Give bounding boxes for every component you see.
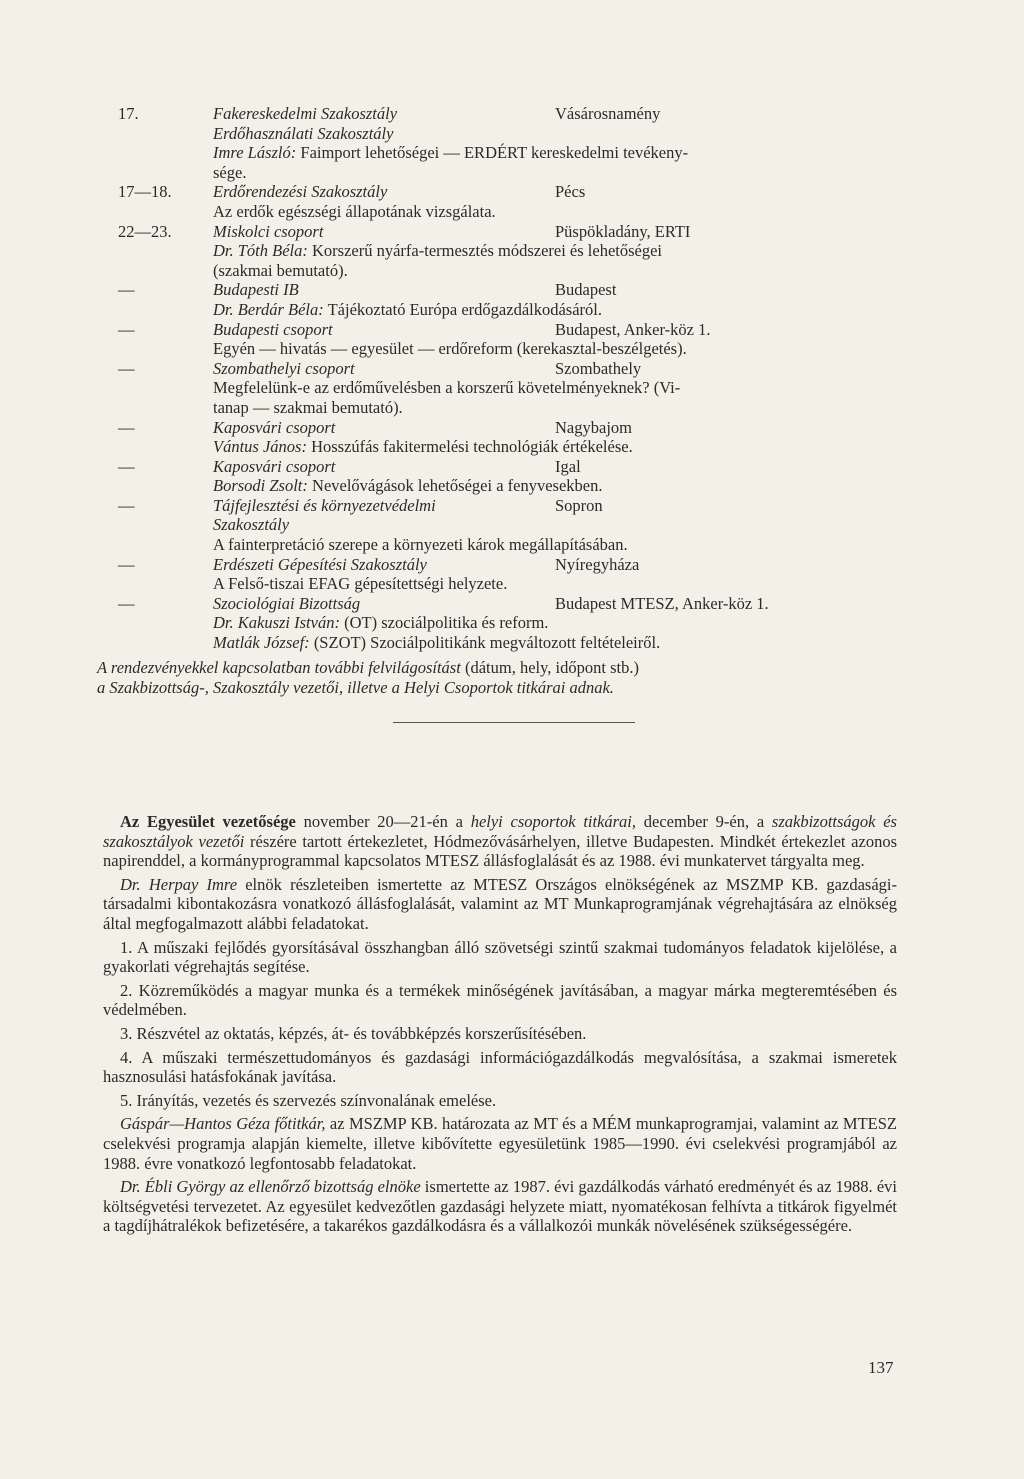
report-part: helyi csoportok titkárai, bbox=[470, 812, 637, 831]
event-organizer: Szombathelyi csoport bbox=[213, 358, 355, 378]
event-location: Budapest MTESZ, Anker-köz 1. bbox=[555, 593, 769, 613]
event-item bbox=[118, 457, 908, 496]
event-list bbox=[118, 104, 908, 653]
event-organizer: Szociológiai Bizottság bbox=[213, 593, 361, 613]
report-paragraph bbox=[103, 1114, 897, 1173]
report-part: december 9-én, a bbox=[636, 812, 772, 831]
info-line2: a Szakbizottság-, Szakosztály vezetői, illetve a Helyi Csoportok titkárai adnak. bbox=[97, 677, 614, 697]
event-item bbox=[118, 418, 908, 457]
event-detail-part: Imre László: bbox=[213, 143, 297, 163]
event-detail-part: tanap — szakmai bemutató). bbox=[213, 397, 403, 417]
event-detail-part: A Felső-tiszai EFAG gépesítettségi helyzete. bbox=[213, 574, 508, 594]
event-detail-line bbox=[213, 476, 908, 496]
event-item bbox=[118, 594, 908, 653]
event-item bbox=[118, 222, 908, 281]
event-detail-part: Dr. Kakuszi István: bbox=[213, 613, 340, 633]
event-location: Igal bbox=[555, 456, 581, 476]
event-location: Pécs bbox=[555, 182, 586, 202]
event-date: — bbox=[118, 456, 135, 476]
event-organizer: Tájfejlesztési és környezetvédelmi bbox=[213, 495, 436, 515]
info-note bbox=[97, 658, 867, 697]
report-part: Gáspár—Hantos Géza főtitkár, bbox=[120, 1114, 326, 1134]
event-detail-part: Dr. Tóth Béla: bbox=[213, 241, 308, 261]
event-detail-part: Hosszúfás fakitermelési technológiák értékelése. bbox=[306, 437, 633, 457]
report-part: 2. Közreműködés a magyar munka és a termékek minőségének javításában, a magyar márka megteremtésében és védelmében. bbox=[103, 980, 897, 1020]
event-detail-line bbox=[213, 124, 908, 144]
event-detail-part: A fainterpretáció szerepe a környezeti károk megállapításában. bbox=[213, 535, 628, 555]
info-line1-italic: A rendezvényekkel kapcsolatban további felvilágosítást bbox=[97, 658, 461, 677]
event-organizer: Miskolci csoport bbox=[213, 221, 324, 241]
event-detail-line bbox=[213, 535, 908, 555]
report-paragraph bbox=[103, 1177, 897, 1236]
report-part: 5. Irányítás, vezetés és szervezés színvonalának emelése. bbox=[120, 1090, 497, 1110]
event-detail-part: Korszerű nyárfa-termesztés módszerei és lehetőségei bbox=[307, 241, 663, 261]
event-date: — bbox=[118, 358, 135, 378]
event-organizer: Budapesti csoport bbox=[213, 319, 333, 339]
event-detail-part: Matlák József: bbox=[213, 633, 310, 653]
event-item bbox=[118, 182, 908, 221]
event-location: Budapest, Anker-köz 1. bbox=[555, 319, 711, 339]
event-detail-part: Tájékoztató Európa erdőgazdálkodásáról. bbox=[323, 299, 602, 319]
event-detail-part: Borsodi Zsolt: bbox=[213, 476, 308, 496]
event-detail-part: Megfelelünk-e az erdőművelésben a korszerű követelményeknek? (Vi- bbox=[213, 378, 681, 398]
section-divider bbox=[393, 722, 635, 723]
event-detail-line bbox=[213, 261, 908, 281]
report-text bbox=[103, 812, 897, 1240]
report-paragraph bbox=[103, 812, 897, 871]
report-paragraph bbox=[103, 938, 897, 977]
event-detail-line bbox=[213, 143, 908, 163]
event-location: Vásárosnamény bbox=[555, 104, 661, 123]
event-location: Nagybajom bbox=[555, 417, 632, 437]
event-date: — bbox=[118, 280, 135, 300]
event-detail-line bbox=[213, 515, 908, 535]
event-detail-part: Nevelővágások lehetőségei a fenyvesekben. bbox=[307, 476, 603, 496]
report-paragraph bbox=[103, 875, 897, 934]
event-detail-line bbox=[213, 398, 908, 418]
report-part: november 20—21-én a bbox=[295, 812, 471, 831]
event-location: Püspökladány, ERTI bbox=[555, 221, 691, 241]
event-organizer: Erdőrendezési Szakosztály bbox=[213, 182, 388, 202]
event-detail-line bbox=[213, 241, 908, 261]
event-location: Sopron bbox=[555, 495, 603, 515]
event-detail-part: Az erdők egészségi állapotának vizsgálata. bbox=[213, 201, 496, 221]
event-item bbox=[118, 496, 908, 555]
report-paragraph bbox=[103, 1024, 897, 1044]
event-detail-part: (SZOT) Szociálpolitikánk megváltozott feltételeiről. bbox=[309, 633, 661, 653]
event-detail-line bbox=[213, 163, 908, 183]
event-detail-part: Erdőhasználati Szakosztály bbox=[213, 123, 394, 143]
report-part: 3. Részvétel az oktatás, képzés, át- és továbbképzés korszerűsítésében. bbox=[120, 1023, 587, 1043]
event-item bbox=[118, 320, 908, 359]
report-part: 4. A műszaki természettudományos és gazdasági információgazdálkodás megvalósítása, a szakmai ismeretek hasznosulási hatásfokának javítása. bbox=[103, 1047, 897, 1087]
event-date: 17. bbox=[118, 104, 139, 123]
event-date: — bbox=[118, 593, 135, 613]
event-date: — bbox=[118, 319, 135, 339]
event-detail-line bbox=[213, 633, 908, 653]
event-organizer: Erdészeti Gépesítési Szakosztály bbox=[213, 554, 427, 574]
report-part: Dr. Herpay Imre bbox=[120, 874, 238, 894]
event-detail-part: Egyén — hivatás — egyesület — erdőreform (kerekasztal-beszélgetés). bbox=[213, 339, 687, 359]
event-detail-part: Szakosztály bbox=[213, 515, 290, 535]
report-paragraph bbox=[103, 1091, 897, 1111]
report-part: Az Egyesület vezetősége bbox=[120, 812, 296, 831]
report-paragraph bbox=[103, 1048, 897, 1087]
event-item bbox=[118, 280, 908, 319]
event-detail-line bbox=[213, 300, 908, 320]
event-detail-line bbox=[213, 202, 908, 222]
event-detail-part: (szakmai bemutató). bbox=[213, 260, 348, 280]
event-organizer: Kaposvári csoport bbox=[213, 417, 336, 437]
report-part: 1. A műszaki fejlődés gyorsításával összhangban álló szövetségi szintű szakmai tudományos feladatok kijelölése, a gyakorlati végrehajtás segítése. bbox=[103, 937, 897, 977]
event-location: Budapest bbox=[555, 280, 617, 300]
event-detail-part: Faimport lehetőségei — ERDÉRT kereskedelmi tevékeny- bbox=[296, 143, 689, 163]
report-part: szakbizottságok és szakosztályok vezetői bbox=[103, 812, 897, 851]
report-paragraph bbox=[103, 981, 897, 1020]
report-part: az MSZMP KB. határozata az MT és a MÉM munkaprogramjai, valamint az MTESZ cselekvési programja alapján kiemelte, illetve kibővítette egyesületünk 1985—1990. évi cselekvési programjából az 1988. évre vonatkozó legfontosabb feladatokat. bbox=[103, 1114, 897, 1173]
event-detail-line bbox=[213, 339, 908, 359]
event-organizer: Fakereskedelmi Szakosztály bbox=[213, 104, 398, 123]
event-organizer: Kaposvári csoport bbox=[213, 456, 336, 476]
event-date: — bbox=[118, 554, 135, 574]
page-number: 137 bbox=[868, 1358, 894, 1377]
report-part: ismertette az 1987. évi gazdálkodás várható eredményét és az 1988. évi költségvetési tervezetet. Az egyesület kedvezőtlen gazdasági helyzete miatt, nyomatékosan felhívta a titkárok figyelmét a tagdíjhátralékok befizetésére, a takarékos gazdálkodásra és a vállalkozói munkák növelésének szükségességére. bbox=[103, 1177, 897, 1236]
event-detail-line bbox=[213, 437, 908, 457]
event-organizer: Budapesti IB bbox=[213, 280, 299, 300]
info-line1-rest: (dátum, hely, időpont stb.) bbox=[460, 658, 639, 677]
event-detail-part: Dr. Berdár Béla: bbox=[213, 299, 324, 319]
report-part: részére tartott értekezletet, Hódmezővásárhelyen, illetve Budapesten. Mindkét értekezlet azonos napirenddel, a kormányprogrammal kapcsolatos MTESZ állásfoglalását és az 1988. évi munkatervet tárgyalta meg. bbox=[103, 831, 897, 871]
event-date: — bbox=[118, 495, 135, 515]
report-part: elnök részleteiben ismertette az MTESZ Országos elnökségének az MSZMP KB. gazdasági- társadalmi kibontakozásra vonatkozó állásfoglalását, valamint az MT Munkaprogramjának végrehajtására az elnökség által megfogalmazott alábbi feladatokat. bbox=[103, 874, 897, 933]
event-detail-line bbox=[213, 378, 908, 398]
event-detail-part: Vántus János: bbox=[213, 437, 307, 457]
event-detail-part: sége. bbox=[213, 162, 247, 182]
event-date: 22—23. bbox=[118, 221, 172, 241]
event-location: Nyíregyháza bbox=[555, 554, 640, 574]
event-item bbox=[118, 359, 908, 418]
event-item bbox=[118, 104, 908, 182]
event-item bbox=[118, 555, 908, 594]
event-date: 17—18. bbox=[118, 182, 172, 202]
report-part: Dr. Ébli György az ellenőrző bizottság elnöke bbox=[120, 1177, 421, 1197]
event-detail-line bbox=[213, 574, 908, 594]
event-date: — bbox=[118, 417, 135, 437]
event-detail-part: (OT) szociálpolitika és reform. bbox=[339, 613, 549, 633]
event-detail-line bbox=[213, 613, 908, 633]
event-location: Szombathely bbox=[555, 358, 642, 378]
